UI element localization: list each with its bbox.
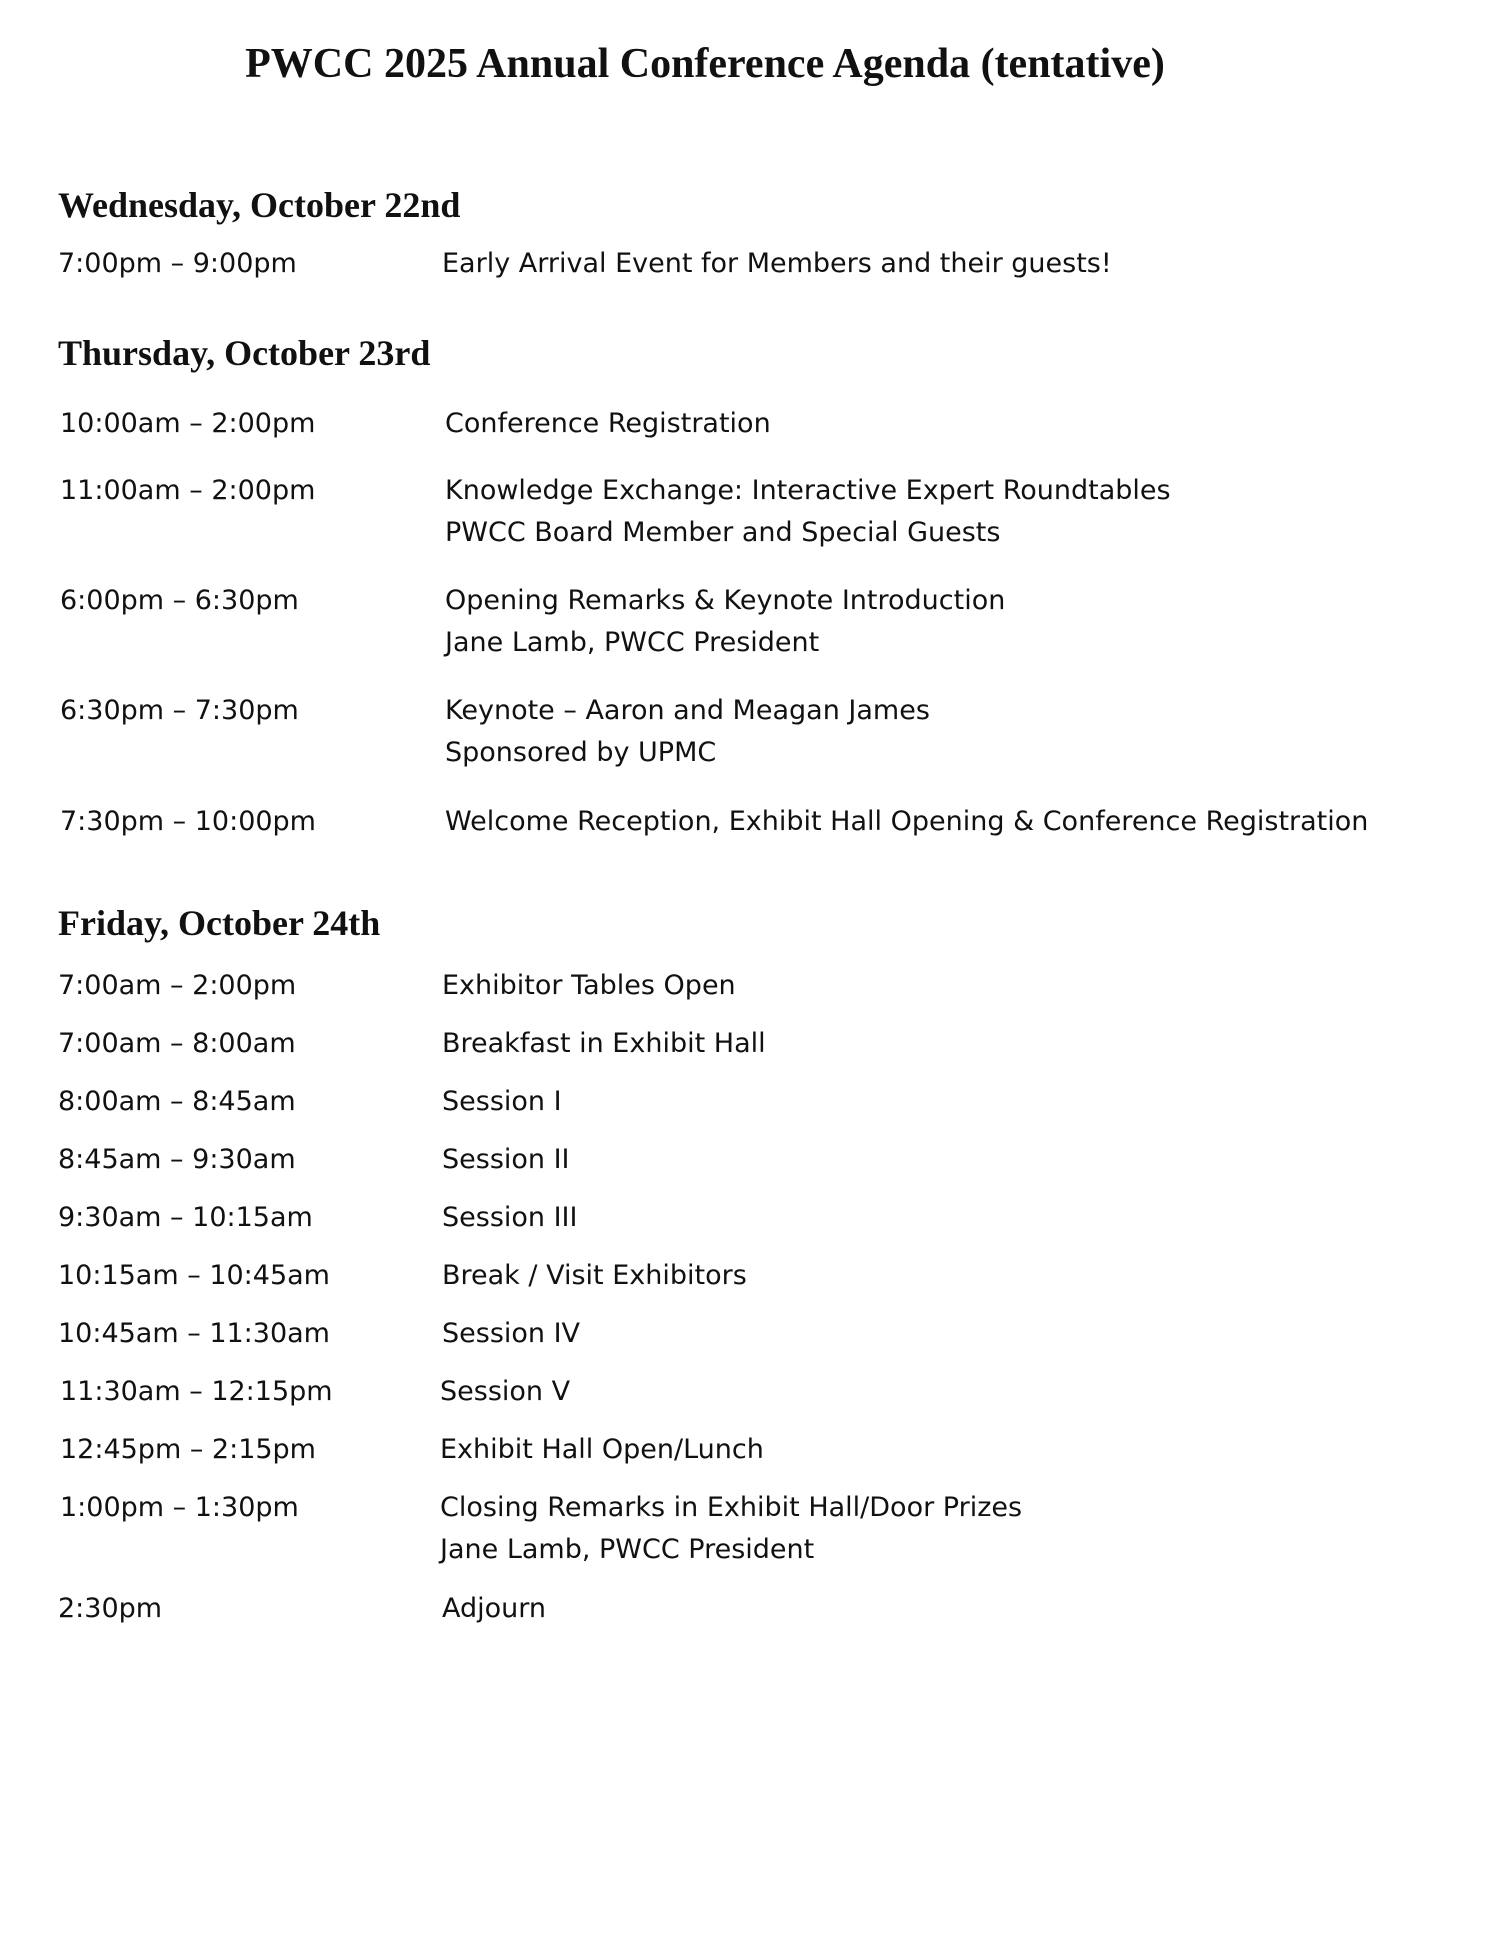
agenda-event (445, 801, 1368, 843)
agenda-time: 6:00pm – 6:30pm (60, 585, 299, 616)
event-line: Sponsored by UPMC (445, 737, 717, 768)
day-heading-friday: Friday, October 24th (58, 903, 381, 943)
event-line: Break / Visit Exhibitors (442, 1260, 747, 1291)
event-line: Adjourn (442, 1593, 547, 1624)
page-title: PWCC 2025 Annual Conference Agenda (tentative) (245, 41, 1165, 87)
agenda-time: 11:30am – 12:15pm (60, 1376, 333, 1407)
agenda-event (440, 1487, 1022, 1571)
day-heading-wednesday: Wednesday, October 22nd (58, 185, 461, 225)
agenda-time: 1:00pm – 1:30pm (60, 1492, 299, 1523)
agenda-event (442, 1255, 747, 1297)
agenda-time: 10:00am – 2:00pm (60, 408, 316, 439)
event-line: Jane Lamb, PWCC President (445, 627, 820, 658)
event-line: Opening Remarks & Keynote Introduction (445, 585, 1006, 616)
agenda-event (442, 243, 1112, 285)
agenda-time: 7:00pm – 9:00pm (58, 248, 297, 279)
agenda-event (442, 1023, 766, 1065)
agenda-time: 6:30pm – 7:30pm (60, 695, 299, 726)
event-line: Session IV (442, 1318, 581, 1349)
agenda-time: 2:30pm (58, 1593, 163, 1624)
agenda-event (442, 1139, 570, 1181)
event-line: Session V (440, 1376, 571, 1407)
agenda-event (442, 965, 736, 1007)
agenda-time: 9:30am – 10:15am (58, 1202, 313, 1233)
event-line: Session III (442, 1202, 578, 1233)
agenda-time: 7:30pm – 10:00pm (60, 806, 316, 837)
event-line: Keynote – Aaron and Meagan James (445, 695, 930, 726)
event-line: Session I (442, 1086, 562, 1117)
agenda-event (442, 1313, 580, 1355)
agenda-event (445, 403, 771, 445)
day-heading-thursday: Thursday, October 23rd (58, 333, 431, 373)
agenda-event (445, 470, 1171, 554)
agenda-time: 7:00am – 2:00pm (58, 970, 297, 1001)
event-line: Knowledge Exchange: Interactive Expert Roundtables (445, 475, 1171, 506)
agenda-event (442, 1588, 546, 1630)
agenda-time: 7:00am – 8:00am (58, 1028, 296, 1059)
event-line: Early Arrival Event for Members and their guests! (442, 248, 1112, 279)
event-line: Welcome Reception, Exhibit Hall Opening & Conference Registration (445, 806, 1369, 837)
agenda-event (440, 1371, 570, 1413)
agenda-time: 8:45am – 9:30am (58, 1144, 296, 1175)
agenda-event (445, 580, 1005, 664)
event-line: Conference Registration (445, 408, 771, 439)
event-line: Jane Lamb, PWCC President (440, 1534, 815, 1565)
event-line: PWCC Board Member and Special Guests (445, 517, 1001, 548)
event-line: Session II (442, 1144, 570, 1175)
event-line: Closing Remarks in Exhibit Hall/Door Prizes (440, 1492, 1023, 1523)
agenda-time: 12:45pm – 2:15pm (60, 1434, 316, 1465)
event-line: Exhibitor Tables Open (442, 970, 736, 1001)
agenda-event (442, 1081, 562, 1123)
agenda-time: 10:15am – 10:45am (58, 1260, 330, 1291)
agenda-event (445, 690, 930, 774)
agenda-time: 8:00am – 8:45am (58, 1086, 296, 1117)
agenda-time: 10:45am – 11:30am (58, 1318, 330, 1349)
event-line: Exhibit Hall Open/Lunch (440, 1434, 764, 1465)
agenda-event (442, 1197, 578, 1239)
agenda-time: 11:00am – 2:00pm (60, 475, 316, 506)
event-line: Breakfast in Exhibit Hall (442, 1028, 766, 1059)
agenda-event (440, 1429, 764, 1471)
